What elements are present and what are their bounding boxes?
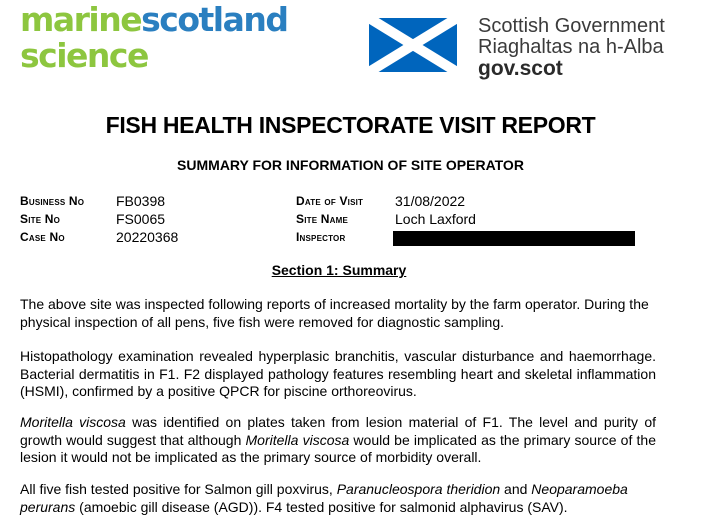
paragraph-text: would be implicated as the primary source of the lesion it would not be implicated as the primary source of morbidity overall. — [20, 431, 656, 466]
gov-name-english: Scottish Government — [478, 15, 665, 37]
logo-word-scotland: scotland — [141, 0, 288, 39]
site-name-label: Site Name — [296, 212, 349, 226]
marine-scotland-science-logo — [20, 2, 287, 74]
gov-website: gov.scot — [478, 57, 563, 80]
site-no-label: Site No — [20, 212, 61, 226]
summary-paragraph-1: The above site was inspected following reports of increased mortality by the farm operator. During the physical inspection of all pens, five fish were removed for diagnostic sampling. — [20, 296, 649, 330]
case-no-label: Case No — [20, 230, 65, 244]
summary-paragraph-2: Histopathology examination revealed hyperplasic branchitis, vascular disturbance and haemorrhage. Bacterial dermatitis in F1. F2 displayed pathology features resembling heart and skeletal inflammation (HSMI), confirmed by a positive QPCR for piscine orthoreovirus. — [20, 348, 656, 400]
case-no-value: 20220368 — [116, 229, 179, 245]
paragraph-text: All five fish tested positive for Salmon gill poxvirus, — [20, 481, 337, 497]
site-no-value: FS0065 — [116, 211, 166, 227]
paragraph-text: (amoebic gill disease (AGD)). F4 tested positive for salmonid alphavirus (SAV). — [75, 498, 568, 515]
report-subtitle: SUMMARY FOR INFORMATION OF SITE OPERATOR — [177, 157, 524, 173]
date-of-visit-value: 31/08/2022 — [395, 193, 466, 209]
business-no-value: FB0398 — [116, 193, 166, 209]
organism-name: Moritella viscosa — [245, 431, 350, 448]
saltire-flag-icon — [369, 18, 457, 72]
organism-name: Neoparamoeba perurans — [20, 481, 628, 515]
logo-word-science: science — [20, 36, 148, 75]
logo-word-marine: marine — [20, 0, 142, 39]
date-of-visit-label: Date of Visit — [296, 194, 364, 208]
summary-paragraph-4 — [20, 481, 656, 516]
inspector-redaction — [393, 231, 635, 246]
summary-paragraph-3 — [20, 414, 656, 467]
scottish-government-logo — [478, 16, 665, 80]
paragraph-text: and — [500, 481, 532, 497]
section-heading: Section 1: Summary — [271, 262, 407, 278]
business-no-label: Business No — [20, 194, 85, 208]
paragraph-text: was identified on plates taken from lesion material of F1. The level and purity of growth would suggest that although — [20, 414, 656, 448]
gov-name-gaelic: Riaghaltas na h-Alba — [478, 36, 664, 58]
organism-name: Paranucleospora theridion — [336, 481, 501, 497]
report-title: FISH HEALTH INSPECTORATE VISIT REPORT — [105, 112, 596, 138]
inspector-label: Inspector — [296, 230, 346, 244]
site-name-value: Loch Laxford — [395, 211, 476, 227]
organism-name: Moritella viscosa — [20, 414, 126, 430]
